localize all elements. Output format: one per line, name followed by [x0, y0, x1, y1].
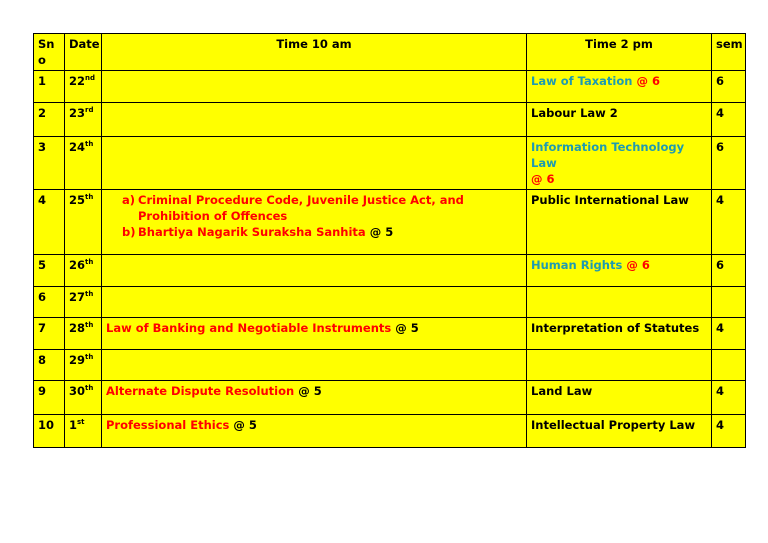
sem-cell: 4	[712, 103, 746, 137]
morning-cell	[102, 71, 527, 103]
header-row	[34, 34, 746, 71]
morning-cell: Law of Banking and Negotiable Instruments @ 5	[102, 318, 527, 350]
morning-cell	[102, 103, 527, 137]
header-afternoon: Time 2 pm	[527, 34, 712, 71]
date-cell: 29th	[65, 350, 102, 381]
sem-cell	[712, 287, 746, 318]
table-row	[34, 137, 746, 190]
date-cell: 1st	[65, 415, 102, 448]
afternoon-cell: Labour Law 2	[527, 103, 712, 137]
morning-cell	[102, 137, 527, 190]
date-cell: 26th	[65, 255, 102, 287]
sno-cell: 3	[34, 137, 65, 190]
sem-cell: 6	[712, 71, 746, 103]
sno-cell: 10	[34, 415, 65, 448]
header-sem: sem	[712, 34, 746, 71]
sno-cell: 5	[34, 255, 65, 287]
table-row	[34, 255, 746, 287]
table-row	[34, 381, 746, 415]
sem-cell: 4	[712, 318, 746, 350]
sem-cell: 4	[712, 190, 746, 255]
sno-cell: 6	[34, 287, 65, 318]
sno-cell: 7	[34, 318, 65, 350]
date-cell: 30th	[65, 381, 102, 415]
header-morning: Time 10 am	[102, 34, 527, 71]
afternoon-cell: Public International Law	[527, 190, 712, 255]
morning-subject-list	[106, 192, 522, 240]
table-row	[34, 287, 746, 318]
header-date: Date	[65, 34, 102, 71]
afternoon-cell	[527, 350, 712, 381]
table-row	[34, 350, 746, 381]
afternoon-cell	[527, 287, 712, 318]
header-sno: Sn o	[34, 34, 65, 71]
sem-cell: 4	[712, 381, 746, 415]
date-cell: 27th	[65, 287, 102, 318]
table-row	[34, 71, 746, 103]
morning-cell	[102, 255, 527, 287]
morning-cell	[102, 190, 527, 255]
sem-cell: 4	[712, 415, 746, 448]
afternoon-cell: Information Technology Law @ 6	[527, 137, 712, 190]
sno-cell: 8	[34, 350, 65, 381]
sno-cell: 4	[34, 190, 65, 255]
date-cell: 22nd	[65, 71, 102, 103]
table-row	[34, 415, 746, 448]
sem-cell: 6	[712, 137, 746, 190]
date-cell: 28th	[65, 318, 102, 350]
morning-cell	[102, 350, 527, 381]
afternoon-cell: Interpretation of Statutes	[527, 318, 712, 350]
table-row	[34, 318, 746, 350]
sno-cell: 9	[34, 381, 65, 415]
sem-cell	[712, 350, 746, 381]
afternoon-cell: Human Rights @ 6	[527, 255, 712, 287]
sno-cell: 1	[34, 71, 65, 103]
morning-cell	[102, 287, 527, 318]
morning-cell: Professional Ethics @ 5	[102, 415, 527, 448]
date-cell: 25th	[65, 190, 102, 255]
list-item: a) Criminal Procedure Code, Juvenile Justice Act, and Prohibition of Offences	[122, 193, 464, 223]
table-row	[34, 103, 746, 137]
morning-cell: Alternate Dispute Resolution @ 5	[102, 381, 527, 415]
date-cell: 23rd	[65, 103, 102, 137]
sno-cell: 2	[34, 103, 65, 137]
afternoon-cell: Land Law	[527, 381, 712, 415]
sem-cell: 6	[712, 255, 746, 287]
exam-schedule-table	[33, 33, 746, 448]
table-row	[34, 190, 746, 255]
afternoon-cell: Law of Taxation @ 6	[527, 71, 712, 103]
date-cell: 24th	[65, 137, 102, 190]
afternoon-cell: Intellectual Property Law	[527, 415, 712, 448]
list-item: b) Bhartiya Nagarik Suraksha Sanhita @ 5	[122, 225, 394, 239]
